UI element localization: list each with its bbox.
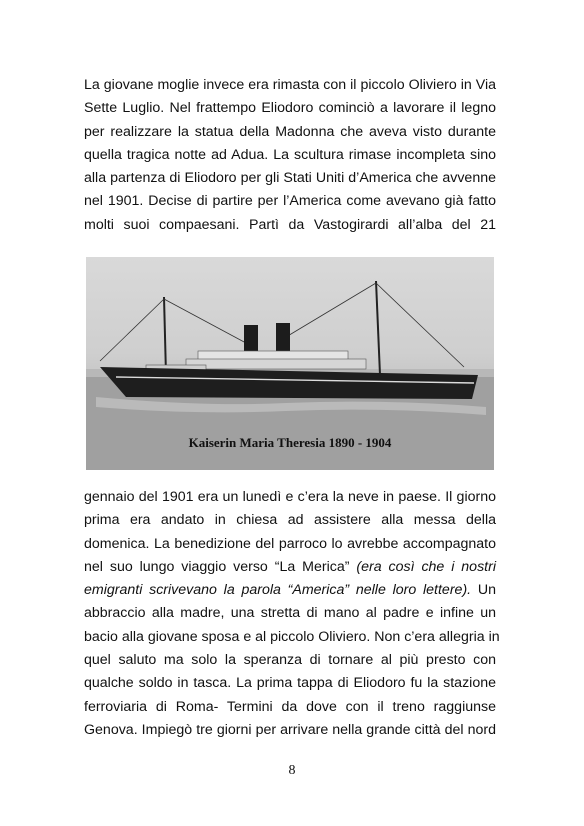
text-line: Genova. Impiegò tre giorni per arrivare nella grande città del nord: [84, 721, 496, 738]
text-line: bacio alla giovane sposa e al piccolo Oliviero. Non c’era allegria in: [84, 628, 500, 645]
promenade-deck: [186, 359, 366, 369]
text-line: [84, 556, 496, 579]
page-number: 8: [288, 763, 296, 778]
main-mast: [376, 281, 380, 375]
text-line: La giovane moglie invece era rimasta con il piccolo Oliviero in Via: [84, 77, 496, 93]
rigging: [376, 283, 464, 367]
italic-segment: (era così che i nostri: [349, 558, 496, 575]
text-line: domenica. La benedizione del parroco lo avrebbe accompagnato: [84, 535, 496, 552]
text-line: per realizzare la statua della Madonna che aveva visto durante: [84, 123, 496, 140]
italic-segment: emigranti scrivevano la parola “America” nelle loro lettere).: [84, 582, 472, 599]
text-line: alla partenza di Eliodoro per gli Stati Uniti d’America che avvenne: [84, 170, 496, 187]
text-segment: Un: [471, 582, 496, 599]
text-line: [84, 579, 496, 602]
text-line: ferroviaria di Roma- Termini da dove con il treno raggiunse: [84, 698, 496, 715]
ship-photo: [86, 257, 494, 470]
text-line: nel 1901. Decise di partire per l’America come avevano già fatto: [84, 193, 496, 210]
text-line: quel saluto ma solo la speranza di tornare al più presto con: [84, 652, 496, 669]
paragraph-2: [84, 486, 500, 742]
rigging: [164, 299, 246, 343]
funnel-aft: [276, 323, 290, 353]
text-line: Sette Luglio. Nel frattempo Eliodoro cominciò a lavorare il legno: [84, 100, 496, 117]
text-segment: nel suo lungo viaggio verso “La Merica”: [84, 558, 350, 575]
photo-caption: Kaiserin Maria Theresia 1890 - 1904: [188, 435, 392, 450]
text-line: abbraccio alla madre, una stretta di mano al padre e infine un: [84, 605, 496, 622]
text-line: molti suoi compaesani. Partì da Vastogirardi all’alba del 21: [84, 216, 496, 233]
text-line: quella tragica notte ad Adua. La scultura rimase incompleta sino: [84, 146, 496, 163]
funnel-fore: [244, 325, 258, 353]
text-line: gennaio del 1901 era un lunedì e c’era la neve in paese. Il giorno: [84, 489, 496, 505]
rigging: [286, 283, 376, 337]
fore-mast: [164, 297, 166, 375]
rigging: [100, 299, 164, 361]
text-line: prima era andato in chiesa ad assistere alla messa della: [84, 512, 496, 529]
text-line: qualche soldo in tasca. La prima tappa di Eliodoro fu la stazione: [84, 675, 496, 692]
paragraph-1: [84, 74, 496, 237]
